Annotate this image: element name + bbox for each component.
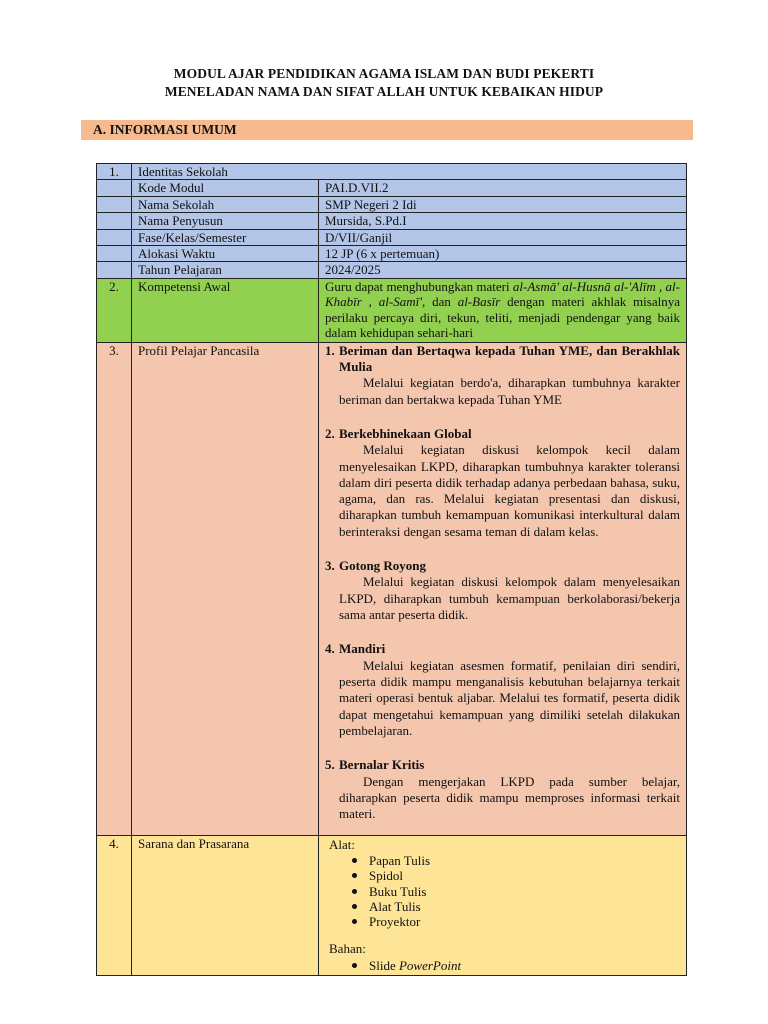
section-heading-informasi-umum [81,120,693,140]
asmaul-husna-term: al-Basīr [457,294,501,310]
profil-item-title-text: Gotong Royong [339,558,427,574]
field-label: Alokasi Waktu [132,246,319,262]
row-fase-kelas-semester [97,229,687,245]
informasi-umum-table [96,163,687,976]
alat-label: Alat: [329,836,355,852]
kompetensi-awal-text [319,278,687,343]
field-value: PAI.D.VII.2 [319,180,687,196]
empty-cell [97,196,132,212]
field-value: 2024/2025 [319,262,687,278]
row-sarana-prasarana [97,835,687,976]
profil-item-title-text: Bernalar Kritis [339,757,425,773]
field-label: Nama Sekolah [132,196,319,212]
bahan-italic-text: PowerPoint [398,957,462,973]
bahan-list [329,958,680,973]
field-value: Mursida, S.Pd.I [319,213,687,229]
field-value: D/VII/Ganjil [319,229,687,245]
list-item [369,958,680,973]
row-kompetensi-awal [97,278,687,343]
profil-item-number: 2. [325,425,335,441]
profil-item-title [325,641,680,656]
profil-item-number: 3. [325,558,335,574]
list-item: Buku Tulis [369,884,680,899]
document-title-line-2: MENELADAN NAMA DAN SIFAT ALLAH UNTUK KEBAIKAN HIDUP [164,84,604,99]
empty-cell [97,229,132,245]
field-label: Nama Penyusun [132,213,319,229]
profil-item-title [325,757,680,772]
sarana-content [319,835,687,976]
profil-item-number: 5. [325,757,335,773]
kompetensi-text-part: dan [425,294,458,310]
row-kode-modul [97,180,687,196]
row-nama-sekolah [97,196,687,212]
row-nama-penyusun [97,213,687,229]
bahan-label: Bahan: [329,941,366,957]
section-heading-text: A. INFORMASI UMUM [93,122,237,137]
empty-cell [97,213,132,229]
list-item: Alat Tulis [369,899,680,914]
profil-item-body: Melalui kegiatan berdo'a, diharapkan tumbuhnya karakter beriman dan bertakwa kepada Tuhan YME [339,375,680,407]
row-tahun-pelajaran [97,262,687,278]
row-label: Kompetensi Awal [132,278,319,343]
bahan-text: Slide [369,957,399,973]
profil-item-title-text: Beriman dan Bertaqwa kepada Tuhan YME, dan Berakhlak Mulia [339,343,680,374]
row-number: 3. [97,343,132,835]
row-alokasi-waktu [97,246,687,262]
list-item: Papan Tulis [369,853,680,868]
row-label: Sarana dan Prasarana [132,835,319,976]
field-label: Fase/Kelas/Semester [132,229,319,245]
row-number: 2. [97,278,132,343]
list-item: Spidol [369,868,680,883]
profil-item-body: Melalui kegiatan diskusi kelompok kecil dalam menyelesaikan LKPD, diharapkan tumbuhnya karakter toleransi dalam diri peserta didik terhadap adanya perbedaan bahasa, suku, agama, dan ras. Melalui kegiatan presentasi dan diskusi, diharapkan tumbuh kemampuan komunikasi interkultural dalam berinteraksi dengan sesama teman di dalam kelas. [339,442,680,539]
asmaul-husna-terms: al-Asmā' al-Husnā al-'Alīm , al- Khabīr , al-Samī', [325,278,680,310]
profil-item-title [325,343,680,374]
alat-list [329,853,680,929]
profil-item-body: Melalui kegiatan asesmen formatif, penilaian diri sendiri, peserta didik mampu menganalisis kebutuhan belajarnya terkait materi operasi bentuk aljabar. Melalui tes formatif, peserta didik dapat mengetahui kemampuan yang dimiliki setelah dilakukan pembelajaran. [339,657,680,738]
row-number: 4. [97,835,132,976]
row-profil-pelajar-pancasila [97,343,687,835]
field-label: Kode Modul [132,180,319,196]
profil-item-title [325,426,680,441]
row-label: Identitas Sekolah [132,164,687,180]
row-identitas-sekolah [97,164,687,180]
kompetensi-text-part: Guru dapat menghubungkan materi [325,278,513,294]
empty-cell [97,180,132,196]
profil-item-title-text: Berkebhinekaan Global [339,425,472,441]
list-item: Proyektor [369,914,680,929]
field-label: Tahun Pelajaran [132,262,319,278]
row-number: 1. [97,164,132,180]
empty-cell [97,246,132,262]
kompetensi-text-part: dengan materi akhlak misalnya perilaku percaya diri, tekun, teliti, menjadi pendengar yang baik dalam kehidupan sehari-hari [325,294,680,341]
document-title-line-1: MODUL AJAR PENDIDIKAN AGAMA ISLAM DAN BUDI PEKERTI [173,66,595,81]
empty-cell [97,262,132,278]
field-value: 12 JP (6 x pertemuan) [319,246,687,262]
profil-item-title-text: Mandiri [339,641,386,657]
profil-item-number: 1. [325,343,335,359]
field-value: SMP Negeri 2 Idi [319,196,687,212]
profil-content [319,343,687,835]
profil-item-number: 4. [325,641,335,657]
profil-item-body: Dengan mengerjakan LKPD pada sumber belajar, diharapkan peserta didik mampu memproses informasi terkait materi. [339,773,680,822]
profil-item-title [325,558,680,573]
profil-item-body: Melalui kegiatan diskusi kelompok dalam menyelesaikan LKPD, diharapkan tumbuh kemampuan berkolaborasi/bekerja sama antar peserta didik. [339,574,680,623]
row-label: Profil Pelajar Pancasila [132,343,319,835]
